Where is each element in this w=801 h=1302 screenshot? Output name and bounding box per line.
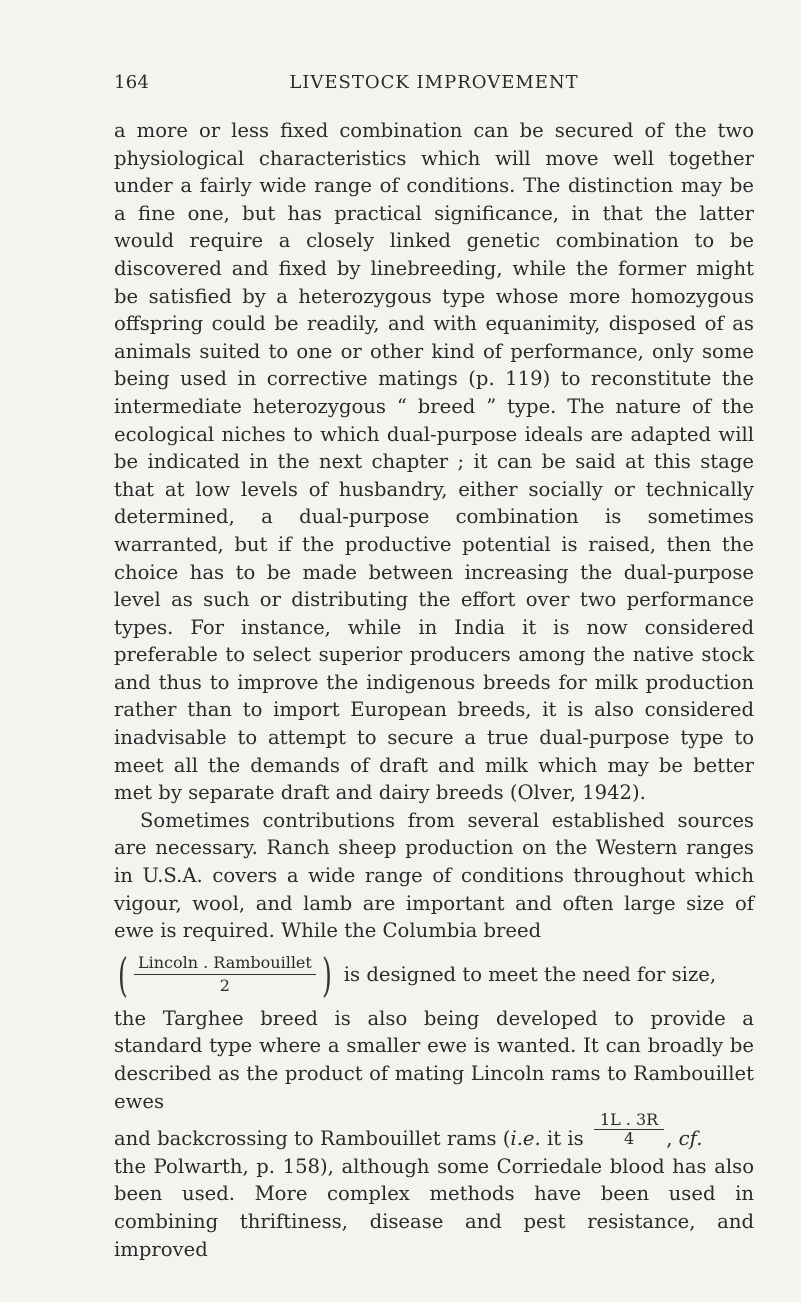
book-page [114, 64, 754, 1263]
fraction-denominator: 2 [219, 976, 230, 996]
paragraph-2-middle: the Targhee breed is also being developed to provide a standard type where a smaller ewe is wanted. It can broadly be described as the product of mating Lincoln rams to Rambouillet ewes [114, 1006, 754, 1113]
backcross-line: and backcrossing to Rambouillet rams (i.e. it is $\frac{1L . 3R}{4}$ , cf. [114, 1110, 703, 1151]
ie-abbrev: i.e. [510, 1127, 541, 1151]
formula-continuation: is designed to meet the need for size, [343, 963, 717, 987]
backcross-text: and backcrossing to Rambouillet rams ( [114, 1127, 511, 1151]
columbia-fraction [134, 953, 316, 996]
fraction-denominator: 4 [623, 1129, 635, 1149]
it-is-text: it is [540, 1127, 590, 1151]
open-paren: ( [118, 947, 128, 1002]
paragraph-2-start: Sometimes contributions from several established sources are necessary. Ranch sheep production on the Western ranges in U.S.A. covers a wide range of conditions throughout which vigour, wool, and lamb are important and often large size of ewe is required. While the Columbia breed [114, 808, 754, 943]
running-head: LIVESTOCK IMPROVEMENT [289, 72, 579, 93]
columbia-formula-line [114, 945, 754, 1005]
close-paren: ) [321, 947, 332, 1002]
page-header [114, 64, 754, 104]
page-number: 164 [114, 72, 150, 93]
targhee-fraction [594, 1111, 664, 1148]
fraction-numerator: 1L . 3R [594, 1111, 664, 1130]
cf-abbrev: cf. [678, 1127, 703, 1151]
fraction-numerator: Lincoln . Rambouillet [134, 953, 316, 975]
paragraph-2-end: the Polwarth, p. 158), although some Corriedale blood has also been used. More complex methods have been used in combining thriftiness, disease and pest resistance, and improved [114, 1154, 754, 1261]
body-text [114, 117, 754, 1263]
paragraph-1: a more or less fixed combination can be secured of the two physiological characteristics which will move well together under a fairly wide range of conditions. The distinction may be a fine one, but has practical significance, in that the latter would require a closely linked genetic combination to be discovered and fixed by linebreeding, while the former might be satisfied by a heterozygous type whose more homozygous offspring could be readily, and with equanimity, disposed of as animals suited to one or other kind of performance, only some being used in corrective matings (p. 119) to reconstitute the intermediate heterozygous “ breed ” type. The nature of the ecological niches to which dual-purpose ideals are adapted will be indicated in the next chapter ; it can be said at this stage that at low levels of husbandry, either socially or technically determined, a dual-purpose combination is sometimes warranted, but if the productive potential is raised, then the choice has to be made between increasing the dual-purpose level as such or distributing the effort over two performance types. For instance, while in India it is now considered preferable to select superior producers among the native stock and thus to improve the indigenous breeds for milk production rather than to import European breeds, it is also considered inadvisable to attempt to secure a true dual-purpose type to meet all the demands of draft and milk which may be better met by separate draft and dairy breeds (Olver, 1942). [114, 119, 754, 805]
